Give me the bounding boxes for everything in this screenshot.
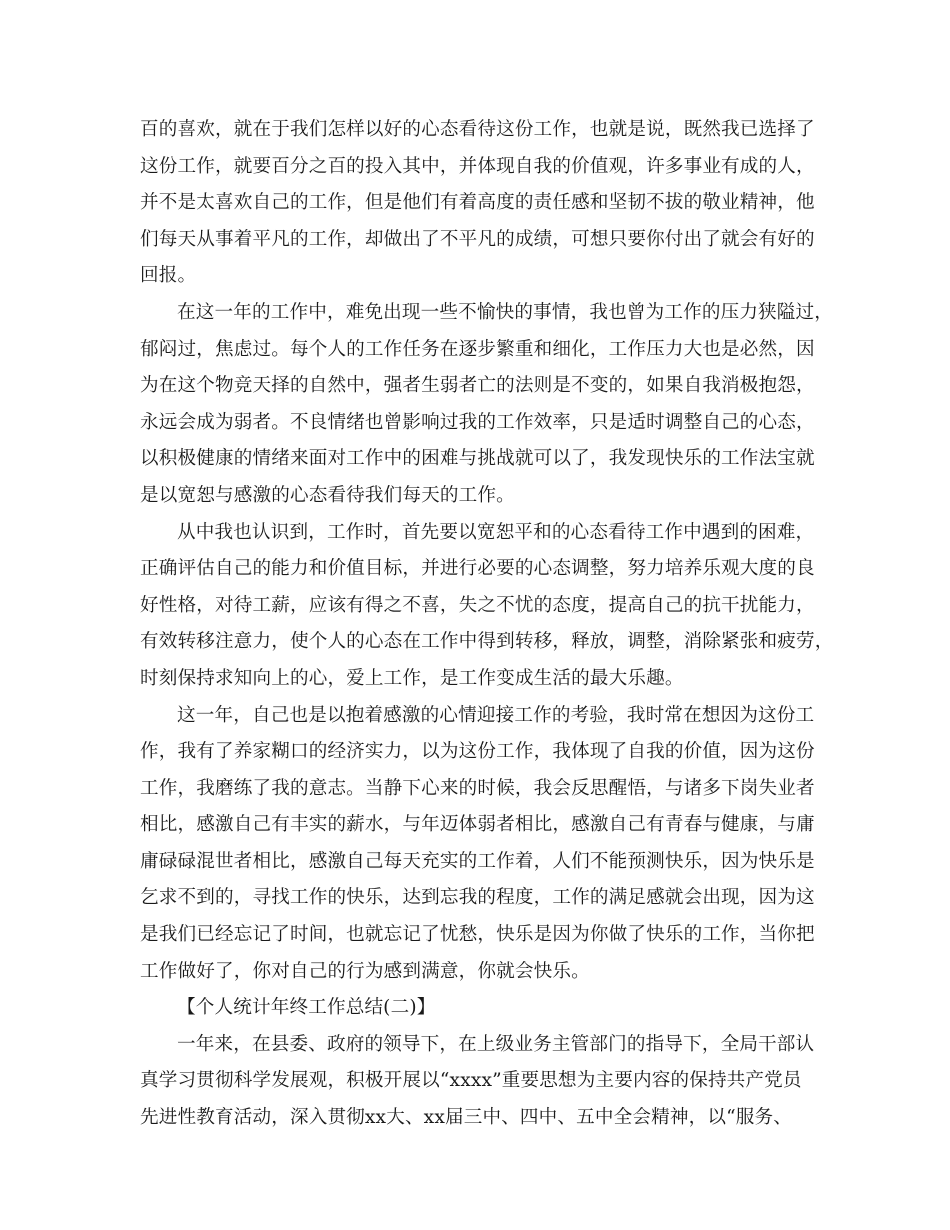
text-line: 正确评估自己的能力和价值目标，并进行必要的心态调整，努力培养乐观大度的良 xyxy=(140,558,815,580)
text-line: 好性格，对待工薪，应该有得之不喜，失之不忧的态度，提高自己的抗干扰能力， xyxy=(140,594,815,616)
text-line: 相比，感激自己有丰实的薪水，与年迈体弱者相比，感激自己有青春与健康，与庸 xyxy=(140,814,815,836)
text-line: 回报。 xyxy=(140,265,197,287)
text-line: 真学习贯彻科学发展观，积极开展以“xxxx”重要思想为主要内容的保持共产党员 xyxy=(140,1070,802,1092)
text-line: 有效转移注意力，使个人的心态在工作中得到转移，释放，调整，消除紧张和疲劳， xyxy=(140,631,834,653)
text-line: 永远会成为弱者。不良情绪也曾影响过我的工作效率，只是适时调整自己的心态， xyxy=(140,411,815,433)
text-line: 百的喜欢，就在于我们怎样以好的心态看待这份工作，也就是说，既然我已选择了 xyxy=(140,119,815,140)
text-line: 们每天从事着平凡的工作，却做出了不平凡的成绩，可想只要你付出了就会有好的 xyxy=(140,228,815,250)
text-line: 郁闷过，焦虑过。每个人的工作任务在逐步繁重和细化，工作压力大也是必然，因 xyxy=(140,338,815,360)
text-line: 工作，我磨练了我的意志。当静下心来的时候，我会反思醒悟，与诸多下岗失业者 xyxy=(140,777,815,799)
paragraph-first-line: 从中我也认识到，工作时，首先要以宽恕平和的心态看待工作中遇到的困难， xyxy=(177,521,815,543)
paragraph-first-line: 在这一年的工作中，难免出现一些不愉快的事情，我也曾为工作的压力狭隘过， xyxy=(177,301,834,323)
text-line: 为在这个物竞天择的自然中，强者生弱者亡的法则是不变的，如果自我消极抱怨， xyxy=(140,375,815,397)
text-line: 庸碌碌混世者相比，感激自己每天充实的工作着，人们不能预测快乐，因为快乐是 xyxy=(140,850,815,872)
paragraph-first-line: 这一年，自己也是以抱着感激的心情迎接工作的考验，我时常在想因为这份工 xyxy=(177,704,815,726)
text-line: 以积极健康的情绪来面对工作中的困难与挑战就可以了，我发现快乐的工作法宝就 xyxy=(140,448,815,470)
text-line: 先进性教育活动，深入贯彻xx大、xx届三中、四中、五中全会精神，以“服务、 xyxy=(140,1107,793,1129)
text-line: 时刻保持求知向上的心，爱上工作，是工作变成生活的最大乐趣。 xyxy=(140,667,684,689)
document-body xyxy=(140,112,834,1137)
paragraph-first-line: 一年来，在县委、政府的领导下，在上级业务主管部门的指导下，全局干部认 xyxy=(177,1033,815,1055)
text-line: 是我们已经忘记了时间，也就忘记了忧愁，快乐是因为你做了快乐的工作，当你把 xyxy=(140,924,815,946)
text-line: 工作做好了，你对自己的行为感到满意，你就会快乐。 xyxy=(140,960,590,982)
text-line: 乞求不到的，寻找工作的快乐，达到忘我的程度，工作的满足感就会出现，因为这 xyxy=(140,887,815,909)
text-line: 并不是太喜欢自己的工作，但是他们有着高度的责任感和坚韧不拔的敬业精神，他 xyxy=(140,192,815,214)
text-line: 作，我有了养家糊口的经济实力，以为这份工作，我体现了自我的价值，因为这份 xyxy=(140,741,815,763)
text-line: 这份工作，就要百分之百的投入其中，并体现自我的价值观，许多事业有成的人， xyxy=(140,155,815,177)
text-line: 是以宽恕与感激的心态看待我们每天的工作。 xyxy=(140,484,515,506)
section-heading: 【个人统计年终工作总结(二)】 xyxy=(177,997,436,1019)
